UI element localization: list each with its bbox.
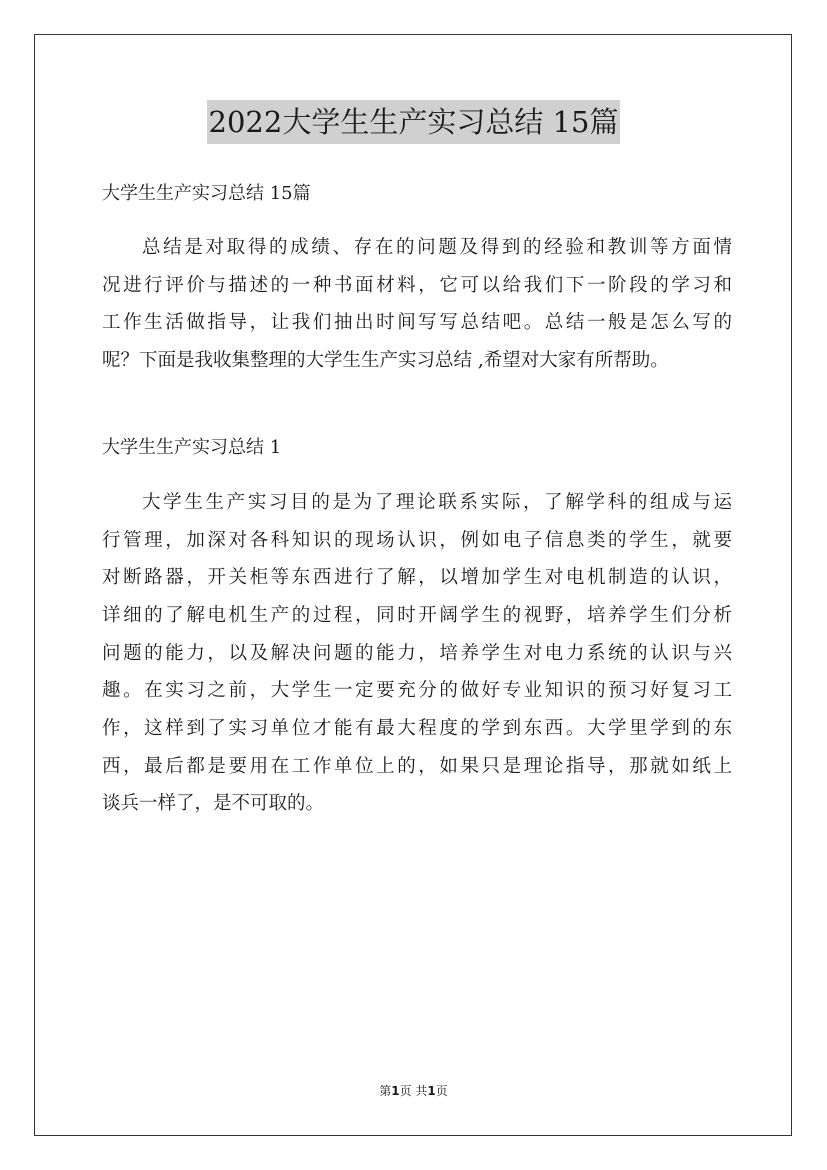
section-heading: 大学生生产实习总结 1 xyxy=(102,436,282,458)
intro-paragraph xyxy=(102,229,732,380)
paragraph-line: 趣。在实习之前，大学生一定要充分的做好专业知识的预习好复习工 xyxy=(102,680,732,702)
spacer xyxy=(102,380,732,430)
page-number-prefix: 第 xyxy=(379,1084,392,1098)
paragraph-line: 大学生生产实习目的是为了理论联系实际，了解学科的组成与运 xyxy=(142,491,732,513)
paragraph-line: 问题的能力，以及解决问题的能力，培养学生对电力系统的认识与兴 xyxy=(102,642,732,664)
paragraph-line: 况进行评价与描述的一种书面材料，它可以给我们下一阶段的学习和 xyxy=(102,274,732,296)
page-number-suffix: 页 xyxy=(435,1084,448,1098)
page-number-total: 1 xyxy=(427,1084,436,1098)
document-title: 2022大学生生产实习总结 15篇 xyxy=(207,100,621,144)
document-body xyxy=(102,176,732,823)
section-paragraph xyxy=(102,484,732,823)
paragraph-line: 详细的了解电机生产的过程，同时开阔学生的视野，培养学生们分析 xyxy=(102,604,732,626)
paragraph-line: 谈兵一样了，是不可取的。 xyxy=(102,793,325,815)
paragraph-line: 行管理，加深对各科知识的现场认识，例如电子信息类的学生，就要 xyxy=(102,529,732,551)
spacer xyxy=(102,212,732,229)
paragraph-line: 呢？下面是我收集整理的大学生生产实习总结 ,希望对大家有所帮助。 xyxy=(102,350,669,372)
document-subtitle: 大学生生产实习总结 15篇 xyxy=(102,183,311,204)
paragraph-line: 作，这样到了实习单位才能有最大程度的学到东西。大学里学到的东 xyxy=(102,718,732,740)
page-footer xyxy=(0,1082,827,1100)
paragraph-line: 对断路器，开关柜等东西进行了解，以增加学生对电机制造的认识， xyxy=(102,567,732,589)
paragraph-line: 西，最后都是要用在工作单位上的，如果只是理论指导，那就如纸上 xyxy=(102,755,732,777)
spacer xyxy=(102,466,732,484)
title-container xyxy=(0,100,827,144)
page-number-current: 1 xyxy=(391,1084,400,1098)
paragraph-line: 工作生活做指导，让我们抽出时间写写总结吧。总结一般是怎么写的 xyxy=(102,312,732,334)
page-number-mid: 页 共 xyxy=(399,1084,428,1098)
paragraph-line: 总结是对取得的成绩、存在的问题及得到的经验和教训等方面情 xyxy=(142,237,732,258)
